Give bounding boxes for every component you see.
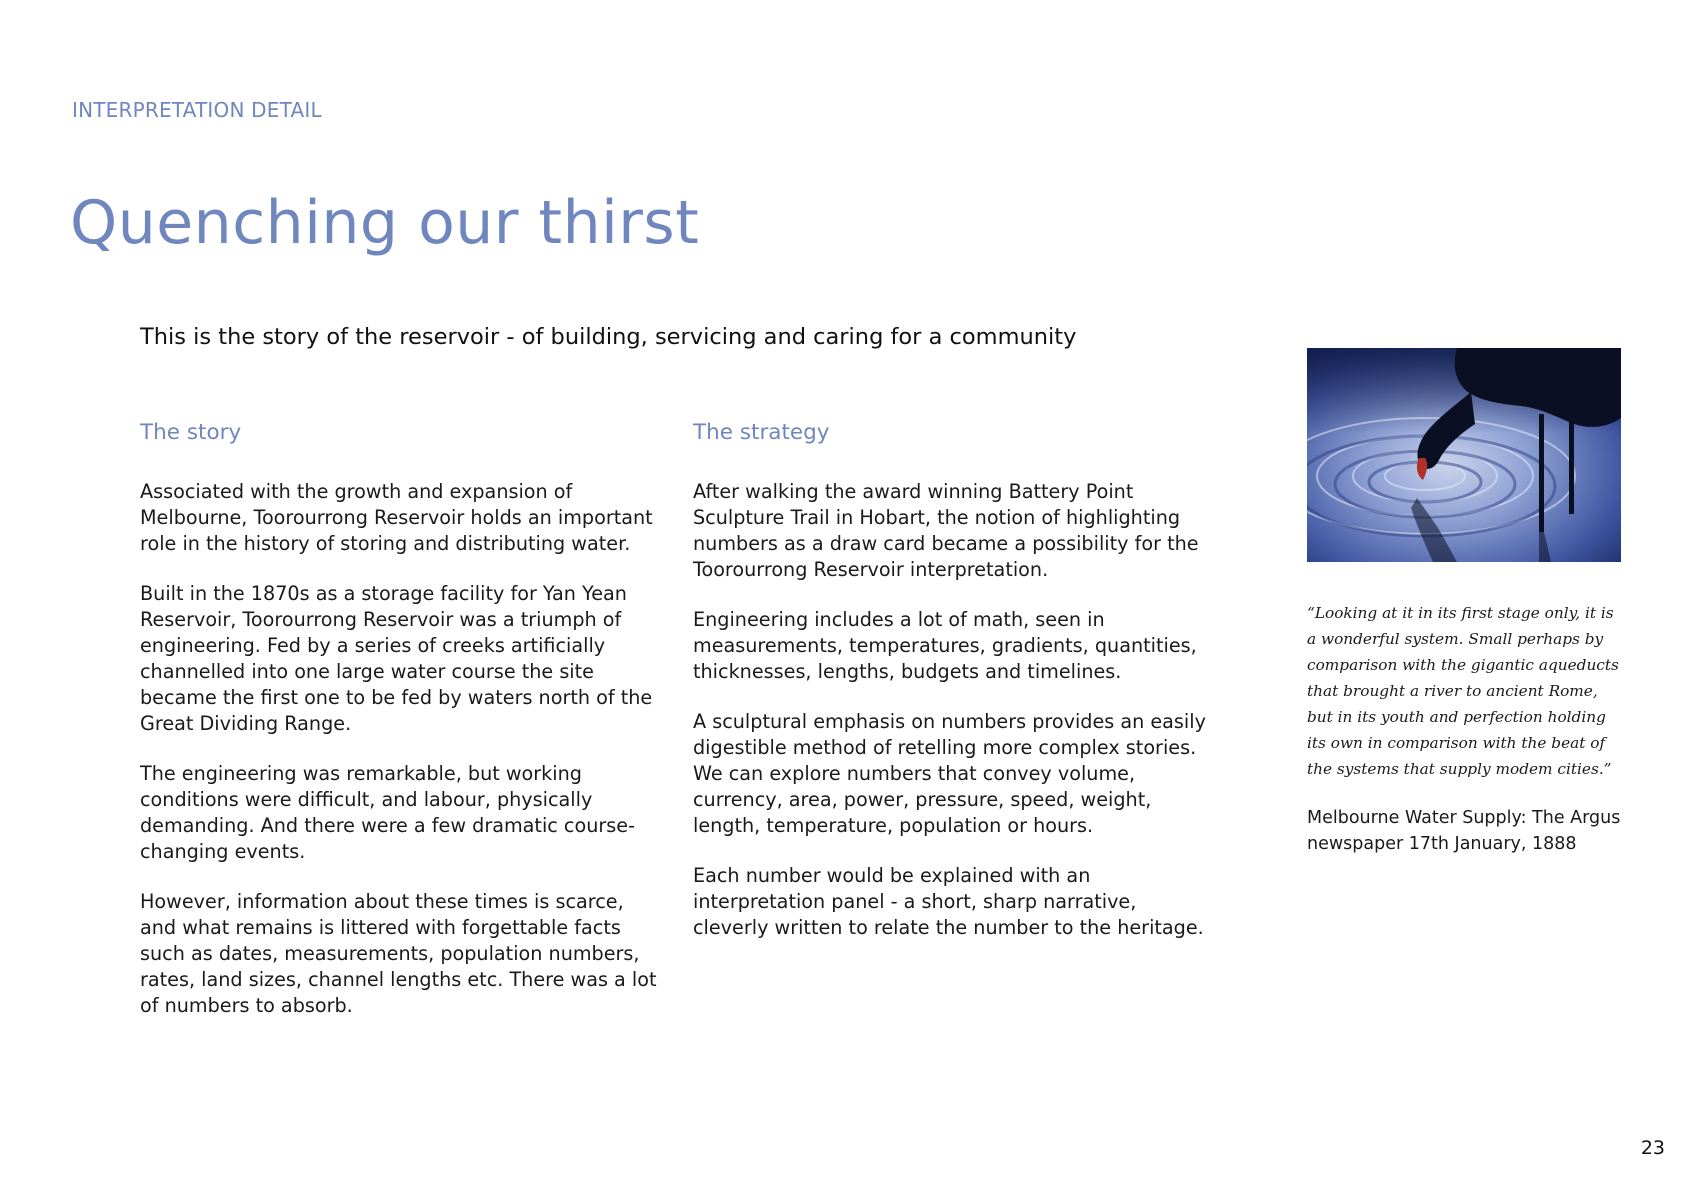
story-heading: The story — [140, 420, 242, 445]
strategy-column — [693, 420, 1213, 965]
page-title: Quenching our thirst — [70, 188, 700, 258]
strategy-paragraph: Each number would be explained with an interpretation panel - a short, sharp narrative, cleverly written to relate the number to the heritage. — [693, 864, 1204, 939]
strategy-paragraph: Engineering includes a lot of math, seen in measurements, temperatures, gradients, quantities, thicknesses, lengths, budgets and timelines. — [693, 608, 1197, 683]
story-paragraph: The engineering was remarkable, but working conditions were difficult, and labour, physically demanding. And there were a few dramatic course-changing events. — [140, 762, 635, 863]
bird-drinking-photo — [1307, 348, 1621, 562]
story-paragraph: Built in the 1870s as a storage facility for Yan Yean Reservoir, Toorourrong Reservoir was a triumph of engineering. Fed by a series of creeks artificially channelled into one large water course the site became the first one to be fed by waters north of the Great Dividing Range. — [140, 582, 653, 735]
story-column — [140, 420, 660, 1043]
quote-citation: Melbourne Water Supply: The Argus newspaper 17th January, 1888 — [1307, 808, 1621, 854]
strategy-paragraph: After walking the award winning Battery Point Sculpture Trail in Hobart, the notion of highlighting numbers as a draw card became a possibility for the Toorourrong Reservoir interpretation. — [693, 480, 1199, 581]
story-paragraph: However, information about these times is scarce, and what remains is littered with forgettable facts such as dates, measurements, population numbers, rates, land sizes, channel lengths etc. There was a lot of numbers to absorb. — [140, 890, 657, 1017]
section-label: INTERPRETATION DETAIL — [72, 98, 322, 122]
strategy-heading: The strategy — [693, 420, 830, 445]
strategy-paragraph: A sculptural emphasis on numbers provides an easily digestible method of retelling more complex stories. We can explore numbers that convey volume, currency, area, power, pressure, speed, weight, length, temperature, population or hours. — [693, 710, 1206, 837]
intro-statement: This is the story of the reservoir - of building, servicing and caring for a community — [140, 324, 1077, 350]
pull-quote: “Looking at it in its first stage only, it is a wonderful system. Small perhaps by comparison with the gigantic aqueducts that brought a river to ancient Rome, but in its youth and perfection holding its own in comparison with the beat of the systems that supply modem cities.” — [1307, 604, 1619, 778]
story-paragraph: Associated with the growth and expansion of Melbourne, Toorourrong Reservoir holds an important role in the history of storing and distributing water. — [140, 480, 653, 555]
page-number: 23 — [1640, 1137, 1665, 1159]
